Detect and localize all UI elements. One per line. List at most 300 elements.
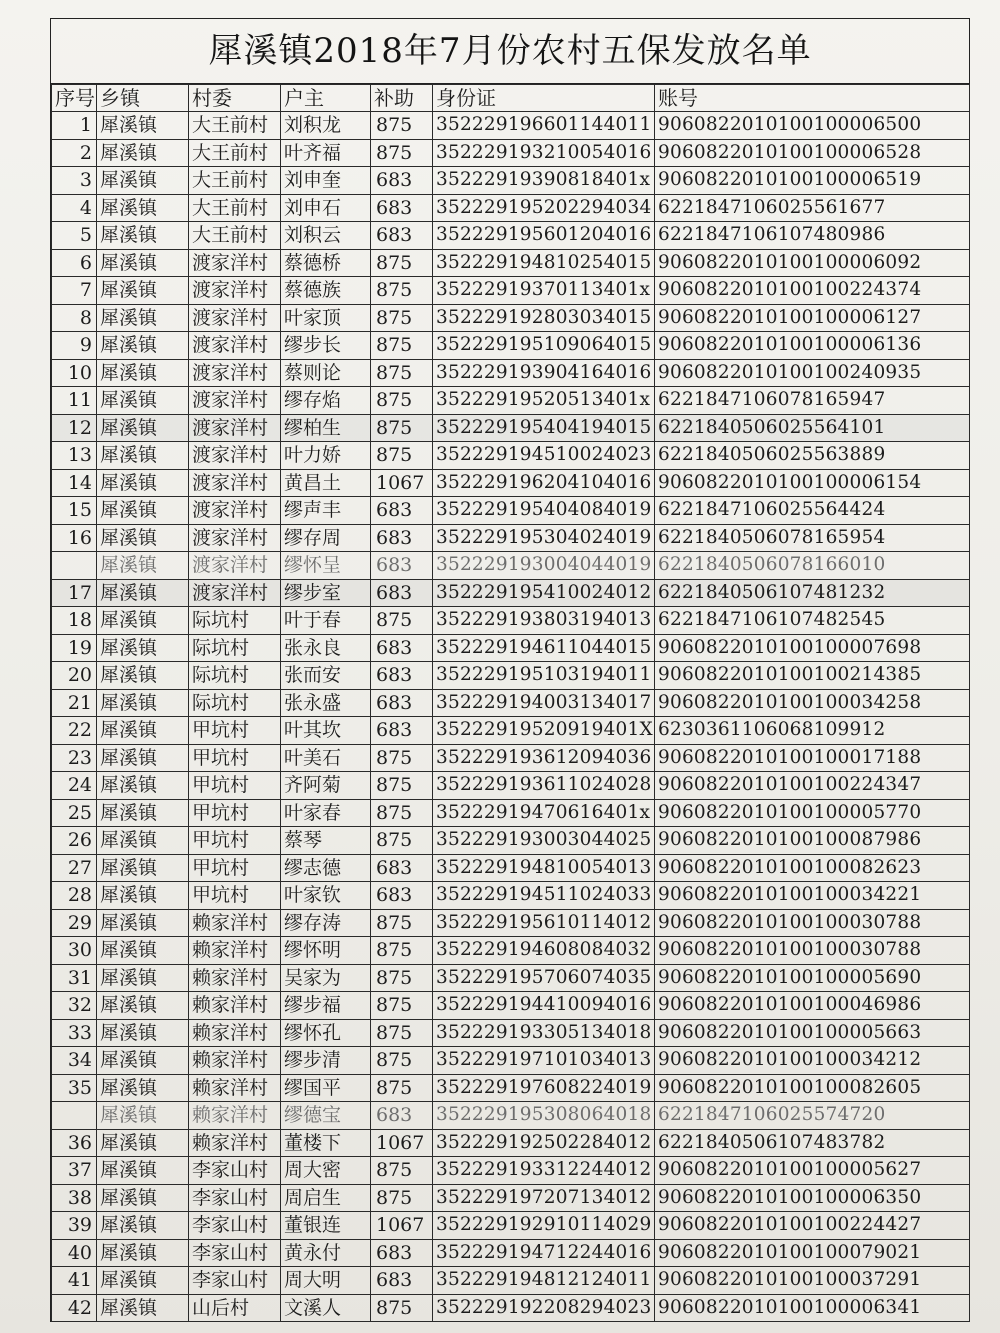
cell-household-head: 缪步福	[281, 992, 371, 1020]
cell-town: 犀溪镇	[97, 662, 189, 690]
table-body	[52, 112, 970, 1322]
header-account: 账号	[655, 85, 970, 112]
cell-serial-number: 42	[52, 1294, 97, 1322]
cell-id-number: 352229195404194015	[433, 414, 655, 442]
cell-subsidy: 875	[371, 992, 433, 1020]
cell-town: 犀溪镇	[97, 689, 189, 717]
header-serial-number: 序号	[52, 85, 97, 112]
cell-household-head: 缪志德	[281, 854, 371, 882]
cell-serial-number: 18	[52, 607, 97, 635]
cell-town: 犀溪镇	[97, 882, 189, 910]
table-row	[52, 387, 970, 415]
cell-subsidy: 1067	[371, 1212, 433, 1240]
cell-subsidy: 683	[371, 854, 433, 882]
cell-subsidy: 1067	[371, 469, 433, 497]
cell-subsidy: 1067	[371, 1129, 433, 1157]
cell-household-head: 张永盛	[281, 689, 371, 717]
cell-id-number: 352229196204104016	[433, 469, 655, 497]
cell-village: 渡家洋村	[189, 442, 281, 470]
cell-household-head: 叶家春	[281, 799, 371, 827]
cell-village: 李家山村	[189, 1212, 281, 1240]
cell-village: 际坑村	[189, 634, 281, 662]
cell-subsidy: 683	[371, 194, 433, 222]
table-row	[52, 827, 970, 855]
table-row	[52, 1047, 970, 1075]
cell-town: 犀溪镇	[97, 744, 189, 772]
cell-household-head: 缪怀孔	[281, 1019, 371, 1047]
cell-town: 犀溪镇	[97, 167, 189, 195]
cell-account: 9060822010100100006136	[655, 332, 970, 360]
cell-account: 9060822010100100017188	[655, 744, 970, 772]
table-row	[52, 1267, 970, 1295]
cell-account: 6221840506107483782	[655, 1129, 970, 1157]
cell-serial-number: 9	[52, 332, 97, 360]
cell-town: 犀溪镇	[97, 1157, 189, 1185]
cell-account: 9060822010100100224374	[655, 277, 970, 305]
cell-serial-number: 33	[52, 1019, 97, 1047]
cell-id-number: 352229193004044019	[433, 552, 655, 580]
cell-household-head: 缪怀呈	[281, 552, 371, 580]
cell-serial-number: 23	[52, 744, 97, 772]
cell-account: 6221840506025564101	[655, 414, 970, 442]
cell-town: 犀溪镇	[97, 1267, 189, 1295]
cell-serial-number: 2	[52, 139, 97, 167]
cell-household-head: 周大明	[281, 1267, 371, 1295]
cell-household-head: 刘积龙	[281, 112, 371, 140]
cell-village: 渡家洋村	[189, 414, 281, 442]
cell-id-number: 352229194510024023	[433, 442, 655, 470]
cell-subsidy: 683	[371, 167, 433, 195]
cell-household-head: 董银连	[281, 1212, 371, 1240]
table-row	[52, 634, 970, 662]
cell-village: 际坑村	[189, 607, 281, 635]
cell-town: 犀溪镇	[97, 1184, 189, 1212]
cell-serial-number: 10	[52, 359, 97, 387]
cell-serial-number: 14	[52, 469, 97, 497]
cell-subsidy: 875	[371, 744, 433, 772]
cell-subsidy: 683	[371, 524, 433, 552]
cell-account: 9060822010100100082605	[655, 1074, 970, 1102]
cell-household-head: 叶家顶	[281, 304, 371, 332]
cell-serial-number: 32	[52, 992, 97, 1020]
table-row	[52, 304, 970, 332]
cell-village: 甲坑村	[189, 827, 281, 855]
table-row	[52, 442, 970, 470]
cell-id-number: 352229195610114012	[433, 909, 655, 937]
cell-household-head: 叶其坎	[281, 717, 371, 745]
document-title: 犀溪镇2018年7月份农村五保发放名单	[51, 19, 969, 84]
cell-id-number: 352229194410094016	[433, 992, 655, 1020]
table-row	[52, 1212, 970, 1240]
cell-serial-number: 1	[52, 112, 97, 140]
roster-table-frame	[50, 18, 970, 1322]
header-village: 村委	[189, 85, 281, 112]
table-row	[52, 194, 970, 222]
table-header	[52, 85, 970, 112]
cell-serial-number: 29	[52, 909, 97, 937]
cell-serial-number: 15	[52, 497, 97, 525]
cell-account: 9060822010100100007698	[655, 634, 970, 662]
cell-village: 渡家洋村	[189, 387, 281, 415]
cell-household-head: 张永良	[281, 634, 371, 662]
cell-serial-number: 24	[52, 772, 97, 800]
cell-village: 赖家洋村	[189, 964, 281, 992]
cell-id-number: 352229196601144011	[433, 112, 655, 140]
cell-town: 犀溪镇	[97, 854, 189, 882]
cell-household-head: 叶于春	[281, 607, 371, 635]
cell-town: 犀溪镇	[97, 414, 189, 442]
cell-serial-number: 19	[52, 634, 97, 662]
cell-id-number: 352229194810254015	[433, 249, 655, 277]
cell-subsidy: 875	[371, 277, 433, 305]
cell-account: 9060822010100100240935	[655, 359, 970, 387]
cell-town: 犀溪镇	[97, 1102, 189, 1130]
cell-household-head: 叶美石	[281, 744, 371, 772]
cell-household-head: 黄永付	[281, 1239, 371, 1267]
cell-id-number: 352229195410024012	[433, 579, 655, 607]
cell-household-head: 缪存周	[281, 524, 371, 552]
cell-village: 赖家洋村	[189, 937, 281, 965]
cell-subsidy: 683	[371, 1239, 433, 1267]
cell-serial-number: 26	[52, 827, 97, 855]
cell-serial-number: 17	[52, 579, 97, 607]
cell-village: 渡家洋村	[189, 304, 281, 332]
table-row	[52, 469, 970, 497]
table-row	[52, 579, 970, 607]
cell-serial-number: 38	[52, 1184, 97, 1212]
cell-subsidy: 683	[371, 662, 433, 690]
cell-id-number: 35222919390818401x	[433, 167, 655, 195]
cell-account: 6221847106025564424	[655, 497, 970, 525]
cell-household-head: 周启生	[281, 1184, 371, 1212]
cell-account: 9060822010100100030788	[655, 937, 970, 965]
cell-serial-number: 36	[52, 1129, 97, 1157]
cell-serial-number: 30	[52, 937, 97, 965]
cell-account: 6221840506078165954	[655, 524, 970, 552]
cell-town: 犀溪镇	[97, 717, 189, 745]
cell-id-number: 352229192803034015	[433, 304, 655, 332]
cell-subsidy: 875	[371, 304, 433, 332]
cell-serial-number: 13	[52, 442, 97, 470]
cell-account: 9060822010100100005627	[655, 1157, 970, 1185]
cell-household-head: 蔡则论	[281, 359, 371, 387]
cell-account: 9060822010100100005690	[655, 964, 970, 992]
cell-household-head: 缪声丰	[281, 497, 371, 525]
cell-serial-number	[52, 552, 97, 580]
cell-household-head: 叶齐福	[281, 139, 371, 167]
cell-subsidy: 875	[371, 1047, 433, 1075]
cell-household-head: 刘积云	[281, 222, 371, 250]
cell-account: 6230361106068109912	[655, 717, 970, 745]
cell-town: 犀溪镇	[97, 112, 189, 140]
cell-subsidy: 875	[371, 964, 433, 992]
cell-subsidy: 683	[371, 689, 433, 717]
cell-village: 赖家洋村	[189, 992, 281, 1020]
cell-subsidy: 683	[371, 579, 433, 607]
cell-serial-number	[52, 1102, 97, 1130]
cell-subsidy: 875	[371, 1019, 433, 1047]
cell-town: 犀溪镇	[97, 992, 189, 1020]
cell-village: 渡家洋村	[189, 524, 281, 552]
table-row	[52, 882, 970, 910]
header-town: 乡镇	[97, 85, 189, 112]
cell-village: 渡家洋村	[189, 552, 281, 580]
cell-id-number: 352229197608224019	[433, 1074, 655, 1102]
cell-household-head: 张而安	[281, 662, 371, 690]
cell-account: 9060822010100100224427	[655, 1212, 970, 1240]
cell-subsidy: 875	[371, 909, 433, 937]
table-row	[52, 497, 970, 525]
cell-serial-number: 22	[52, 717, 97, 745]
cell-town: 犀溪镇	[97, 249, 189, 277]
cell-subsidy: 875	[371, 442, 433, 470]
cell-village: 大王前村	[189, 222, 281, 250]
cell-subsidy: 683	[371, 222, 433, 250]
cell-town: 犀溪镇	[97, 139, 189, 167]
table-row	[52, 277, 970, 305]
cell-village: 大王前村	[189, 112, 281, 140]
cell-id-number: 35222919520513401x	[433, 387, 655, 415]
cell-subsidy: 683	[371, 634, 433, 662]
cell-account: 9060822010100100006127	[655, 304, 970, 332]
cell-id-number: 352229193612094036	[433, 744, 655, 772]
table-row	[52, 662, 970, 690]
cell-town: 犀溪镇	[97, 359, 189, 387]
cell-town: 犀溪镇	[97, 772, 189, 800]
cell-household-head: 缪柏生	[281, 414, 371, 442]
cell-household-head: 缪怀明	[281, 937, 371, 965]
table-row	[52, 964, 970, 992]
cell-serial-number: 41	[52, 1267, 97, 1295]
cell-village: 际坑村	[189, 689, 281, 717]
cell-town: 犀溪镇	[97, 277, 189, 305]
cell-household-head: 缪国平	[281, 1074, 371, 1102]
cell-serial-number: 25	[52, 799, 97, 827]
cell-account: 6221847106025561677	[655, 194, 970, 222]
header-household-head: 户主	[281, 85, 371, 112]
cell-town: 犀溪镇	[97, 497, 189, 525]
cell-id-number: 352229195202294034	[433, 194, 655, 222]
cell-village: 甲坑村	[189, 772, 281, 800]
cell-serial-number: 7	[52, 277, 97, 305]
cell-household-head: 缪步长	[281, 332, 371, 360]
cell-id-number: 352229197101034013	[433, 1047, 655, 1075]
cell-serial-number: 28	[52, 882, 97, 910]
cell-village: 李家山村	[189, 1239, 281, 1267]
cell-subsidy: 875	[371, 1184, 433, 1212]
cell-household-head: 文溪人	[281, 1294, 371, 1322]
table-row	[52, 167, 970, 195]
cell-village: 甲坑村	[189, 744, 281, 772]
cell-town: 犀溪镇	[97, 579, 189, 607]
cell-id-number: 352229194611044015	[433, 634, 655, 662]
cell-id-number: 352229193904164016	[433, 359, 655, 387]
cell-subsidy: 875	[371, 799, 433, 827]
cell-subsidy: 875	[371, 139, 433, 167]
cell-town: 犀溪镇	[97, 1239, 189, 1267]
cell-village: 渡家洋村	[189, 332, 281, 360]
cell-id-number: 352229194812124011	[433, 1267, 655, 1295]
cell-village: 渡家洋村	[189, 249, 281, 277]
cell-id-number: 352229195706074035	[433, 964, 655, 992]
table-row	[52, 552, 970, 580]
table-row	[52, 524, 970, 552]
table-row	[52, 1239, 970, 1267]
cell-household-head: 吴家为	[281, 964, 371, 992]
table-row	[52, 1184, 970, 1212]
cell-id-number: 352229194511024033	[433, 882, 655, 910]
cell-town: 犀溪镇	[97, 1047, 189, 1075]
cell-account: 9060822010100100034221	[655, 882, 970, 910]
cell-village: 李家山村	[189, 1157, 281, 1185]
cell-serial-number: 21	[52, 689, 97, 717]
cell-town: 犀溪镇	[97, 552, 189, 580]
cell-id-number: 35222919520919401X	[433, 717, 655, 745]
cell-town: 犀溪镇	[97, 1074, 189, 1102]
cell-account: 6221840506078166010	[655, 552, 970, 580]
cell-subsidy: 683	[371, 717, 433, 745]
cell-village: 大王前村	[189, 194, 281, 222]
table-row	[52, 1129, 970, 1157]
cell-village: 甲坑村	[189, 854, 281, 882]
cell-village: 赖家洋村	[189, 1102, 281, 1130]
cell-household-head: 缪步室	[281, 579, 371, 607]
cell-town: 犀溪镇	[97, 799, 189, 827]
table-row	[52, 937, 970, 965]
cell-subsidy: 683	[371, 1102, 433, 1130]
cell-village: 甲坑村	[189, 717, 281, 745]
cell-town: 犀溪镇	[97, 524, 189, 552]
cell-town: 犀溪镇	[97, 442, 189, 470]
cell-town: 犀溪镇	[97, 194, 189, 222]
cell-village: 赖家洋村	[189, 909, 281, 937]
table-row	[52, 1019, 970, 1047]
cell-village: 渡家洋村	[189, 277, 281, 305]
cell-village: 赖家洋村	[189, 1074, 281, 1102]
table-row	[52, 112, 970, 140]
cell-serial-number: 27	[52, 854, 97, 882]
cell-serial-number: 4	[52, 194, 97, 222]
cell-subsidy: 875	[371, 387, 433, 415]
cell-village: 赖家洋村	[189, 1019, 281, 1047]
cell-town: 犀溪镇	[97, 634, 189, 662]
cell-subsidy: 683	[371, 497, 433, 525]
cell-id-number: 352229195404084019	[433, 497, 655, 525]
cell-account: 9060822010100100006519	[655, 167, 970, 195]
cell-id-number: 352229194608084032	[433, 937, 655, 965]
cell-id-number: 352229193312244012	[433, 1157, 655, 1185]
cell-id-number: 35222919370113401x	[433, 277, 655, 305]
header-row	[52, 85, 970, 112]
cell-serial-number: 11	[52, 387, 97, 415]
cell-account: 9060822010100100006350	[655, 1184, 970, 1212]
cell-account: 9060822010100100005770	[655, 799, 970, 827]
table-row	[52, 1157, 970, 1185]
cell-account: 9060822010100100006154	[655, 469, 970, 497]
cell-id-number: 352229193803194013	[433, 607, 655, 635]
cell-serial-number: 39	[52, 1212, 97, 1240]
cell-household-head: 叶力娇	[281, 442, 371, 470]
cell-account: 6221847106107482545	[655, 607, 970, 635]
cell-account: 9060822010100100006500	[655, 112, 970, 140]
cell-serial-number: 37	[52, 1157, 97, 1185]
cell-village: 渡家洋村	[189, 497, 281, 525]
cell-id-number: 352229194712244016	[433, 1239, 655, 1267]
cell-town: 犀溪镇	[97, 937, 189, 965]
cell-account: 6221847106025574720	[655, 1102, 970, 1130]
cell-serial-number: 35	[52, 1074, 97, 1102]
cell-village: 甲坑村	[189, 882, 281, 910]
cell-household-head: 缪存涛	[281, 909, 371, 937]
table-row	[52, 607, 970, 635]
cell-town: 犀溪镇	[97, 304, 189, 332]
cell-town: 犀溪镇	[97, 1129, 189, 1157]
cell-subsidy: 875	[371, 1074, 433, 1102]
cell-id-number: 352229195308064018	[433, 1102, 655, 1130]
cell-village: 际坑村	[189, 662, 281, 690]
cell-account: 9060822010100100224347	[655, 772, 970, 800]
cell-account: 9060822010100100082623	[655, 854, 970, 882]
cell-account: 6221847106078165947	[655, 387, 970, 415]
cell-serial-number: 20	[52, 662, 97, 690]
cell-account: 9060822010100100214385	[655, 662, 970, 690]
cell-household-head: 刘申奎	[281, 167, 371, 195]
table-row	[52, 689, 970, 717]
cell-serial-number: 31	[52, 964, 97, 992]
cell-id-number: 352229193611024028	[433, 772, 655, 800]
cell-household-head: 蔡德桥	[281, 249, 371, 277]
cell-town: 犀溪镇	[97, 1294, 189, 1322]
table-row	[52, 139, 970, 167]
cell-town: 犀溪镇	[97, 332, 189, 360]
cell-account: 9060822010100100030788	[655, 909, 970, 937]
cell-village: 大王前村	[189, 139, 281, 167]
cell-serial-number: 8	[52, 304, 97, 332]
cell-household-head: 周大密	[281, 1157, 371, 1185]
cell-household-head: 黄昌土	[281, 469, 371, 497]
table-row	[52, 717, 970, 745]
cell-id-number: 352229193305134018	[433, 1019, 655, 1047]
cell-id-number: 352229193003044025	[433, 827, 655, 855]
table-row	[52, 249, 970, 277]
cell-subsidy: 875	[371, 772, 433, 800]
cell-village: 李家山村	[189, 1184, 281, 1212]
cell-subsidy: 875	[371, 1157, 433, 1185]
cell-town: 犀溪镇	[97, 222, 189, 250]
cell-household-head: 缪德宝	[281, 1102, 371, 1130]
cell-subsidy: 875	[371, 332, 433, 360]
cell-id-number: 35222919470616401x	[433, 799, 655, 827]
cell-account: 9060822010100100006528	[655, 139, 970, 167]
cell-account: 9060822010100100006341	[655, 1294, 970, 1322]
cell-subsidy: 875	[371, 249, 433, 277]
table-row	[52, 1294, 970, 1322]
cell-subsidy: 875	[371, 1294, 433, 1322]
cell-household-head: 蔡琴	[281, 827, 371, 855]
cell-subsidy: 875	[371, 414, 433, 442]
cell-id-number: 352229194003134017	[433, 689, 655, 717]
table-row	[52, 744, 970, 772]
table-row	[52, 332, 970, 360]
cell-town: 犀溪镇	[97, 909, 189, 937]
table-row	[52, 992, 970, 1020]
cell-subsidy: 875	[371, 607, 433, 635]
cell-account: 6221847106107480986	[655, 222, 970, 250]
cell-subsidy: 683	[371, 882, 433, 910]
cell-account: 9060822010100100087986	[655, 827, 970, 855]
roster-table	[51, 84, 970, 1322]
cell-household-head: 蔡德族	[281, 277, 371, 305]
